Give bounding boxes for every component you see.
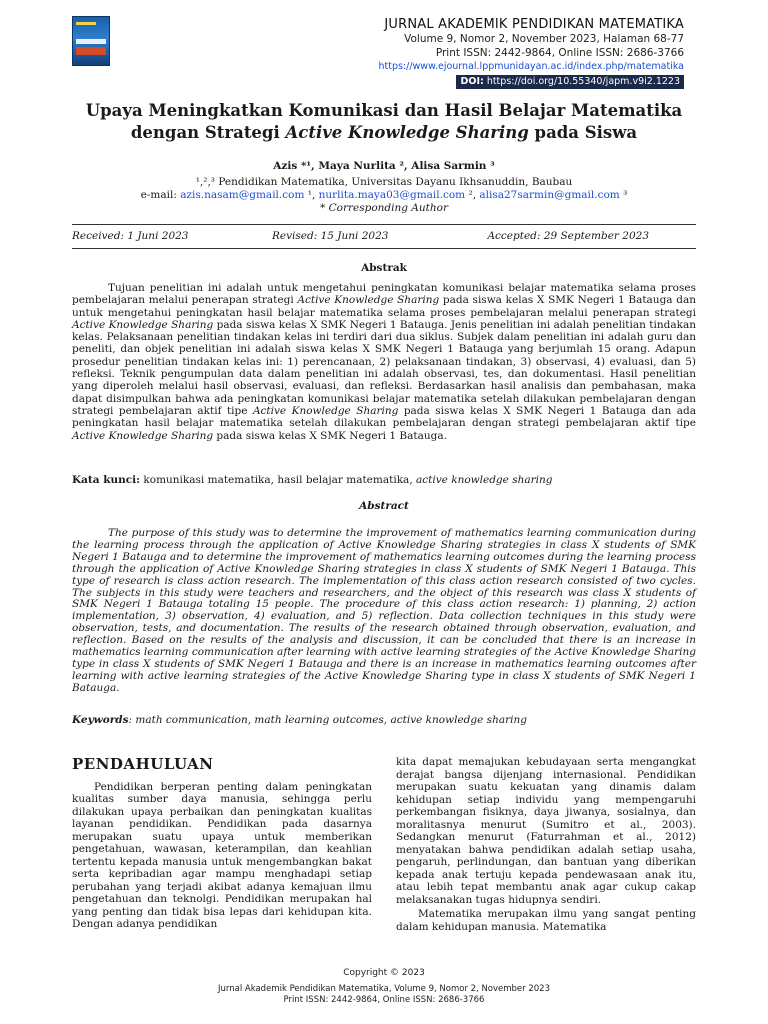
keywords bbox=[72, 714, 696, 726]
abstrak-text-4: pada siswa kelas X SMK Negeri 1 Batauga dan ada peningkatan hasil belajar matematika setelah dilakukan pembelajaran dengan strategi pembelajaran aktif tipe bbox=[72, 404, 696, 430]
accepted-date: Accepted: 29 September 2023 bbox=[487, 230, 649, 242]
abstrak-italic-3: Active Knowledge Sharing bbox=[252, 404, 399, 417]
pendahuluan-heading: PENDAHULUAN bbox=[72, 755, 214, 773]
intro-paragraph-right-2: Matematika merupakan ilmu yang sangat penting dalam kehidupan manusia. Matematika bbox=[396, 908, 696, 933]
abstract-heading: Abstract bbox=[359, 500, 409, 512]
title-line-2-pre: dengan Strategi bbox=[130, 123, 286, 142]
title-line-1: Upaya Meningkatkan Komunikasi dan Hasil Belajar Matematika bbox=[85, 101, 683, 120]
divider-top bbox=[72, 224, 696, 225]
journal-name: JURNAL AKADEMIK PENDIDIKAN MATEMATIKA bbox=[384, 17, 684, 32]
abstrak-text-5: pada siswa kelas X SMK Negeri 1 Batauga. bbox=[213, 429, 447, 442]
footer-journal-line: Jurnal Akademik Pendidikan Matematika, Volume 9, Nomor 2, November 2023 bbox=[217, 984, 550, 994]
volume-line: Volume 9, Nomor 2, November 2023, Halaman 68-77 bbox=[404, 33, 684, 45]
kata-kunci-values: komunikasi matematika, hasil belajar matematika, bbox=[140, 474, 416, 486]
abstrak-heading: Abstrak bbox=[361, 262, 407, 274]
journal-cover-thumbnail bbox=[72, 16, 110, 66]
abstrak-text-2: pada siswa kelas X SMK Negeri 1 Batauga dan untuk mengetahui peningkatan hasil belajar matematika selama proses pembelajaran melalui penerapan strategi bbox=[72, 294, 696, 319]
abstrak-italic-4: Active Knowledge Sharing bbox=[72, 429, 214, 442]
intro-paragraph-right-1: kita dapat memajukan kebudayaan serta mengangkat derajat bangsa dijenjang internasional. Pendidikan merupakan suatu kekuatan yang dinamis dalam kehidupan setiap individu yang mempengaruhi perkembangan fisiknya, daya jiwanya, sosialnya, dan moralitasnya menurut (Sumitro et al., 2003). Sedangkan menurut (Faturrahman et al., 2012) menyatakan bahwa pendidikan adalah setiap usaha, pengaruh, perlindungan, dan bantuan yang diberikan kepada anak tertuju kepada pendewasaan anak itu, atau lebih tepat membantu anak agar cukup cakap melaksanakan tugas hidupnya sendiri. bbox=[396, 756, 696, 906]
abstract-body: The purpose of this study was to determine the improvement of mathematics learning communication during the learning process through the application of Active Knowledge Sharing strategies in class X students of SMK Negeri 1 Batauga and to determine the improvement of mathematics learning outcomes during the learning process through the application of Active Knowledge Sharing strategies in class X students of SMK Negeri 1 Batauga. This type of research is class action research. The implementation of this class action research consisted of two cycles. The subjects in this study were teachers and researchers, and the object of this research was class X students of SMK Negeri 1 Batauga totaling 15 people. The procedure of this class action research: 1) planning, 2) action implementation, 3) observation, 4) evaluation, and 5) reflection. Data collection techniques in this study were observation, tests, and documentation. The results of the research obtained through observation, evaluation, and reflection. Based on the results of the analysis and discussion, it can be concluded that there is an increase in mathematics learning communication after learning with active learning strategies of the Active Knowledge Sharing type in class X students of SMK Negeri 1 Batauga and there is an increase in mathematics learning outcomes after learning with active learning strategies of the Active Knowledge Sharing type in class X students of SMK Negeri 1 Batauga. bbox=[72, 527, 696, 694]
email-line bbox=[72, 189, 696, 201]
intro-paragraph-left: Pendidikan berperan penting dalam peningkatan kualitas sumber daya manusia, sehingga perlu dilakukan upaya perbaikan dan peningkatan kualitas layanan pendidikan. Pendidikan pada dasarnya merupakan suatu upaya untuk memberikan pengetahuan, wawasan, keterampilan, dan keahlian tertentu kepada manusia untuk mengembangkan bakat serta kepribadian agar mampu menghadapi setiap perubahan yang terjadi akibat adanya kemajuan ilmu pengetahuan dan teknolgi. Pendidikan merupakan hal yang penting dan tidak bisa lepas dari kehidupan kita. Dengan adanya pendidikan bbox=[72, 780, 372, 930]
doi-value: https://doi.org/10.55340/japm.v9i2.1223 bbox=[486, 76, 680, 87]
email-link-2[interactable]: nurlita.maya03@gmail.com bbox=[318, 189, 466, 201]
journal-header bbox=[378, 18, 684, 89]
email-sep-1: ¹, bbox=[304, 189, 319, 201]
footer-issn-line: Print ISSN: 2442-9864, Online ISSN: 2686-3766 bbox=[283, 995, 485, 1005]
email-sep-3: ³ bbox=[619, 189, 628, 201]
abstrak-italic-1: Active Knowledge Sharing bbox=[297, 294, 440, 307]
paper-title bbox=[72, 100, 696, 144]
title-line-2-post: pada Siswa bbox=[528, 123, 638, 142]
right-column bbox=[396, 756, 696, 933]
author-list: Azis *¹, Maya Nurlita ², Alisa Sarmin ³ bbox=[273, 160, 495, 172]
doi-link[interactable] bbox=[456, 75, 684, 89]
abstrak-text-1: Tujuan penelitian ini adalah untuk mengetahui peningkatan komunikasi belajar matematika selama proses pembelajaran melalui penerapan strategi bbox=[72, 282, 696, 307]
email-prefix: e-mail: bbox=[140, 189, 181, 201]
keywords-label: Keywords bbox=[72, 714, 129, 726]
corresponding-author-note: * Corresponding Author bbox=[320, 202, 448, 214]
issn-line: Print ISSN: 2442-9864, Online ISSN: 2686-3766 bbox=[435, 47, 684, 59]
keywords-values: : math communication, math learning outcomes, active knowledge sharing bbox=[128, 714, 527, 726]
revised-date: Revised: 15 Juni 2023 bbox=[272, 230, 389, 242]
journal-url-link[interactable]: https://www.ejournal.lppmunidayan.ac.id/index.php/matematika bbox=[378, 61, 684, 72]
email-link-3[interactable]: alisa27sarmin@gmail.com bbox=[479, 189, 620, 201]
copyright: Copyright © 2023 bbox=[343, 968, 425, 978]
kata-kunci-italic: active knowledge sharing bbox=[416, 474, 553, 486]
email-link-1[interactable]: azis.nasam@gmail.com bbox=[180, 189, 305, 201]
received-date: Received: 1 Juni 2023 bbox=[72, 230, 189, 242]
divider-bottom bbox=[72, 248, 696, 249]
email-sep-2: ², bbox=[465, 189, 480, 201]
title-line-2-italic: Active Knowledge Sharing bbox=[285, 123, 529, 142]
title-line-2 bbox=[72, 122, 696, 144]
abstrak-italic-2: Active Knowledge Sharing bbox=[72, 318, 214, 331]
doi-label: DOI: bbox=[460, 76, 484, 87]
kata-kunci bbox=[72, 474, 696, 486]
left-column bbox=[72, 756, 372, 931]
affiliation: ¹,²,³ Pendidikan Matematika, Universitas Dayanu Ikhsanuddin, Baubau bbox=[195, 176, 573, 188]
abstrak-text-3: pada siswa kelas X SMK Negeri 1 Batauga. Jenis penelitian ini adalah penelitian tindakan kelas. Pelaksanaan penelitian tindakan kelas ini terdiri dari dua siklus. Subjek dalam penelitian ini adalah guru dan peneliti, dan objek penelitian ini adalah siswa kelas X SMK Negeri 1 Batauga yang berjumlah 15 orang. Adapun prosedur penelitian tindakan kelas ini: 1) perencanaan, 2) pelaksanaan tindakan, 3) observasi, 4) evaluasi, dan 5) refleksi. Teknik pengumpulan data dalam penelitian ini adalah observasi, tes, dan dokumentasi. Hasil penelitian yang diperoleh melalui hasil observasi, evaluasi, dan refleksi. Berdasarkan hasil analisis dan pembahasan, maka dapat disimpulkan bahwa ada peningkatan komunikasi belajar matematika setelah dilakukan pembelajaran dengan strategi pembelajaran aktif tipe bbox=[72, 318, 697, 417]
kata-kunci-label: Kata kunci: bbox=[72, 474, 141, 486]
abstrak-body bbox=[72, 282, 696, 442]
